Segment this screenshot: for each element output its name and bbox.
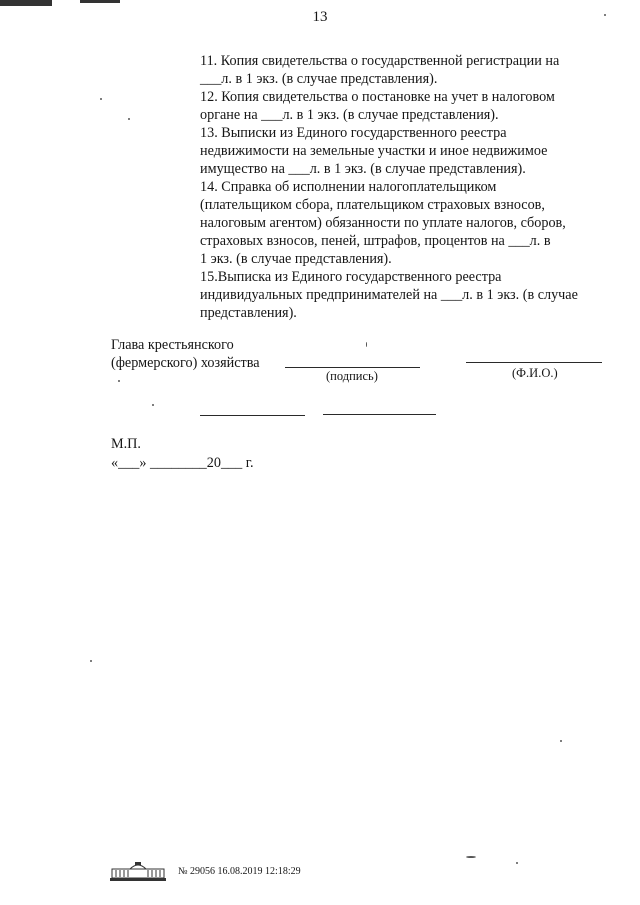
scan-speck [90,660,92,662]
head-title [111,336,260,372]
blank-line [323,414,436,415]
stamp-placeholder: М.П. [111,436,141,452]
item-text-line: 1 экз. (в случае представления). [200,251,392,267]
list-item [200,268,610,322]
head-title-line: (фермерского) хозяйства [111,355,260,371]
item-text-line: представления). [200,305,297,321]
signature-line [285,367,420,368]
scan-edge-mark [80,0,120,3]
name-label: (Ф.И.О.) [512,366,558,380]
document-reference: № 29056 16.08.2019 12:18:29 [178,866,301,877]
item-text-line: (плательщиком сбора, плательщиком страховых взносов, [200,197,545,213]
item-text-line: страховых взносов, пеней, штрафов, процентов на ___л. в [200,233,551,249]
item-text-line: 15.Выписка из Единого государственного реестра [200,269,502,285]
page-number: 13 [312,9,328,25]
scan-speck [466,856,476,858]
item-text-line: органе на ___л. в 1 экз. (в случае представления). [200,107,499,123]
list-item [200,178,610,268]
item-text-line: недвижимости на земельные участки и иное недвижимое [200,143,548,159]
item-text-line: 12. Копия свидетельства о постановке на учет в налоговом [200,89,555,105]
head-title-line: Глава крестьянского [111,337,234,353]
scan-speck [118,380,120,382]
scan-speck [100,98,102,100]
scan-speck [128,118,130,120]
item-text-line: налоговым агентом) обязанности по уплате налогов, сборов, [200,215,566,231]
scan-speck [366,342,367,347]
item-text-line: 14. Справка об исполнении налогоплательщиком [200,179,497,195]
scan-edge-mark [0,0,52,6]
building-logo-icon [110,860,166,882]
item-text-line: индивидуальных предпринимателей на ___л. в 1 экз. (в случае [200,287,578,303]
signature-label: (подпись) [326,369,378,383]
document-item-list [200,52,610,322]
list-item [200,88,610,124]
item-text-line: имущество на ___л. в 1 экз. (в случае представления). [200,161,526,177]
blank-line [200,415,305,416]
scan-speck [604,14,606,16]
item-text-line: 13. Выписки из Единого государственного реестра [200,125,507,141]
item-text-line: 11. Копия свидетельства о государственной регистрации на [200,53,560,69]
scan-speck [560,740,562,742]
scan-speck [516,862,518,864]
list-item [200,124,610,178]
scan-speck [152,404,154,406]
date-line: «___» ________20___ г. [111,455,254,471]
item-text-line: ___л. в 1 экз. (в случае представления). [200,71,438,87]
name-line [466,362,602,363]
list-item [200,52,610,88]
